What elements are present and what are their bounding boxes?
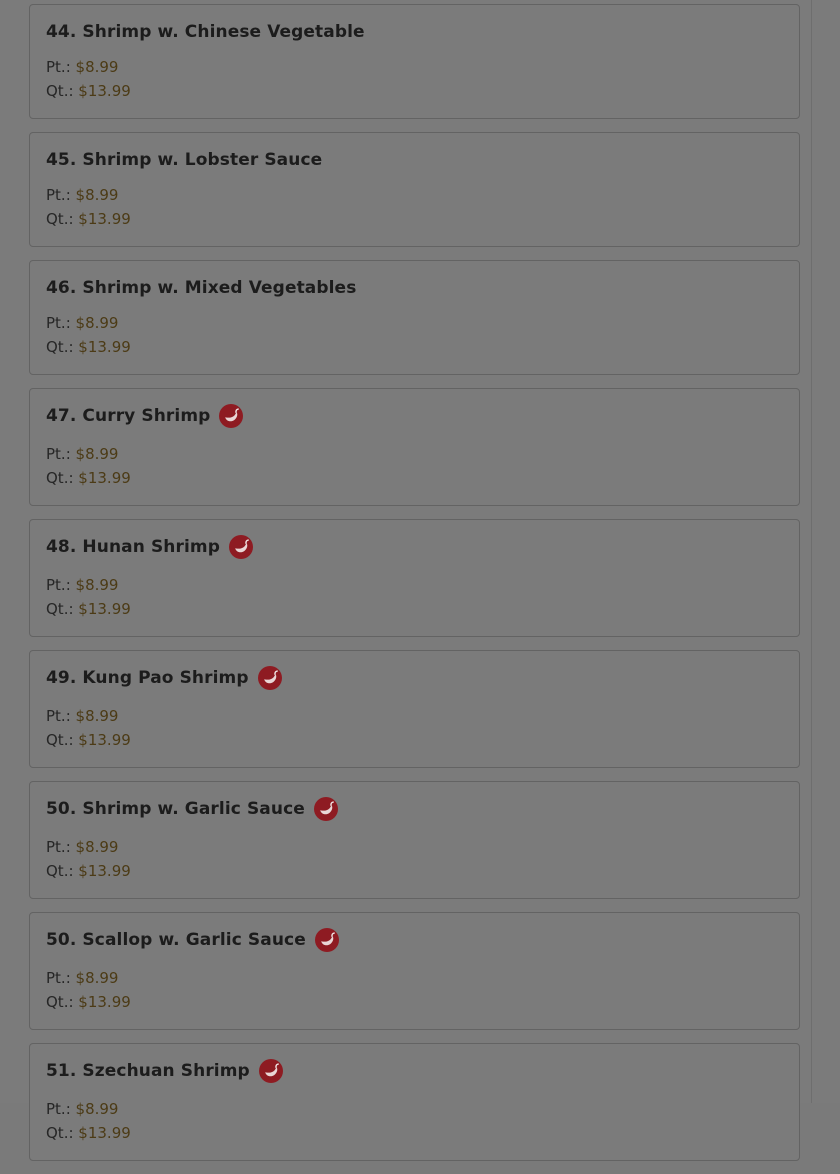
hot-pepper-icon	[229, 535, 253, 559]
menu-item-card[interactable]	[29, 4, 800, 119]
pint-price: $8.99	[75, 186, 119, 204]
menu-item-card[interactable]	[29, 260, 800, 375]
hot-pepper-icon	[314, 797, 338, 821]
pint-label: Pt.:	[46, 445, 71, 463]
pint-price-line	[46, 55, 783, 79]
quart-price-line	[46, 466, 783, 490]
hot-pepper-icon	[219, 404, 243, 428]
menu-item-card[interactable]	[29, 912, 800, 1030]
pint-price: $8.99	[75, 58, 119, 76]
pint-label: Pt.:	[46, 314, 71, 332]
menu-item-title: 51. Szechuan Shrimp	[46, 1061, 250, 1081]
menu-item-prices	[46, 55, 783, 103]
menu-item-title: 44. Shrimp w. Chinese Vegetable	[46, 22, 365, 42]
pint-price: $8.99	[75, 838, 119, 856]
quart-label: Qt.:	[46, 862, 74, 880]
menu-item-title: 48. Hunan Shrimp	[46, 537, 220, 557]
quart-price-line	[46, 207, 783, 231]
quart-price: $13.99	[78, 600, 131, 618]
menu-item-prices	[46, 704, 783, 752]
pint-price: $8.99	[75, 576, 119, 594]
menu-item-card[interactable]	[29, 781, 800, 899]
pint-price-line	[46, 183, 783, 207]
menu-item-card[interactable]	[29, 650, 800, 768]
pint-price: $8.99	[75, 707, 119, 725]
pint-price-line	[46, 311, 783, 335]
menu-item-title: 45. Shrimp w. Lobster Sauce	[46, 150, 323, 170]
pint-price: $8.99	[75, 969, 119, 987]
pint-price-line	[46, 442, 783, 466]
menu-item-header	[46, 782, 783, 821]
menu-item-header	[46, 1044, 783, 1083]
quart-price-line	[46, 728, 783, 752]
menu-item-title: 49. Kung Pao Shrimp	[46, 668, 249, 688]
menu-item-card[interactable]	[29, 1043, 800, 1161]
quart-price-line	[46, 990, 783, 1014]
menu-item-title: 46. Shrimp w. Mixed Vegetables	[46, 278, 357, 298]
menu-item-title: 50. Shrimp w. Garlic Sauce	[46, 799, 305, 819]
quart-price: $13.99	[78, 82, 131, 100]
menu-item-prices	[46, 966, 783, 1014]
pint-price: $8.99	[75, 314, 119, 332]
quart-price: $13.99	[78, 469, 131, 487]
pint-price-line	[46, 704, 783, 728]
pint-label: Pt.:	[46, 576, 71, 594]
pint-price: $8.99	[75, 445, 119, 463]
menu-item-header	[46, 913, 783, 952]
hot-pepper-icon	[258, 666, 282, 690]
quart-price-line	[46, 1121, 783, 1145]
quart-label: Qt.:	[46, 469, 74, 487]
menu-item-header	[46, 520, 783, 559]
quart-price-line	[46, 79, 783, 103]
menu-item-prices	[46, 183, 783, 231]
pint-price-line	[46, 573, 783, 597]
pint-price: $8.99	[75, 1100, 119, 1118]
pint-label: Pt.:	[46, 969, 71, 987]
menu-item-header	[46, 5, 783, 43]
pint-label: Pt.:	[46, 838, 71, 856]
quart-label: Qt.:	[46, 210, 74, 228]
quart-label: Qt.:	[46, 993, 74, 1011]
quart-price-line	[46, 859, 783, 883]
pint-label: Pt.:	[46, 1100, 71, 1118]
quart-price-line	[46, 335, 783, 359]
quart-label: Qt.:	[46, 600, 74, 618]
menu-item-title: 50. Scallop w. Garlic Sauce	[46, 930, 306, 950]
pint-price-line	[46, 835, 783, 859]
quart-price: $13.99	[78, 210, 131, 228]
menu-item-prices	[46, 573, 783, 621]
quart-label: Qt.:	[46, 338, 74, 356]
menu-item-card[interactable]	[29, 519, 800, 637]
quart-price-line	[46, 597, 783, 621]
page-edge-divider	[811, 0, 812, 1103]
menu-item-prices	[46, 1097, 783, 1145]
quart-price: $13.99	[78, 862, 131, 880]
menu-item-card[interactable]	[29, 132, 800, 247]
menu-item-prices	[46, 311, 783, 359]
pint-label: Pt.:	[46, 707, 71, 725]
menu-item-prices	[46, 835, 783, 883]
pint-price-line	[46, 966, 783, 990]
menu-item-header	[46, 651, 783, 690]
menu-item-card[interactable]	[29, 388, 800, 506]
quart-price: $13.99	[78, 338, 131, 356]
menu-item-header	[46, 261, 783, 299]
pint-price-line	[46, 1097, 783, 1121]
quart-label: Qt.:	[46, 1124, 74, 1142]
pint-label: Pt.:	[46, 186, 71, 204]
hot-pepper-icon	[259, 1059, 283, 1083]
menu-item-header	[46, 389, 783, 428]
menu-item-prices	[46, 442, 783, 490]
quart-price: $13.99	[78, 731, 131, 749]
menu-item-list	[29, 4, 800, 1174]
quart-label: Qt.:	[46, 731, 74, 749]
quart-price: $13.99	[78, 993, 131, 1011]
menu-item-header	[46, 133, 783, 171]
pint-label: Pt.:	[46, 58, 71, 76]
menu-item-title: 47. Curry Shrimp	[46, 406, 211, 426]
quart-price: $13.99	[78, 1124, 131, 1142]
hot-pepper-icon	[315, 928, 339, 952]
quart-label: Qt.:	[46, 82, 74, 100]
